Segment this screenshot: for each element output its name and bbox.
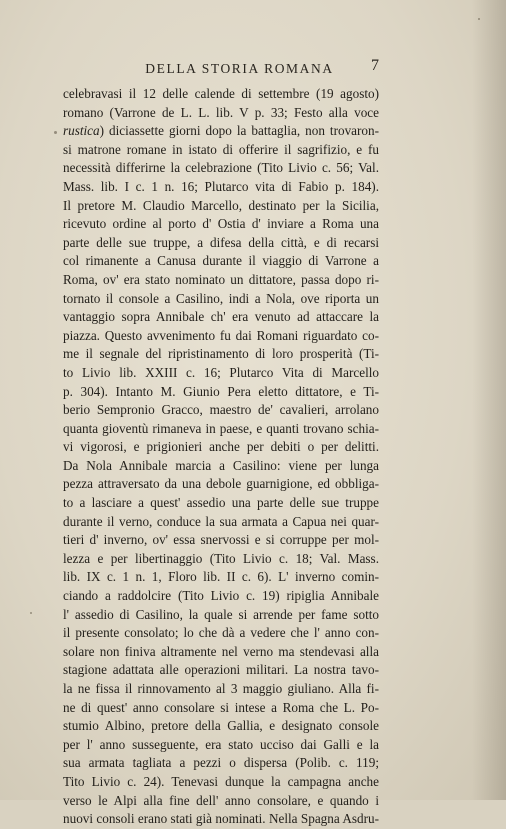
text-segment: stumio Albino, pretore della Gallia, e designato console: [63, 718, 379, 734]
text-segment: berio Sempronio Gracco, maestro de' cavalieri, arrolano: [63, 402, 379, 418]
text-line: [63, 252, 379, 271]
text-line: [63, 122, 379, 141]
text-line: [63, 308, 379, 327]
text-segment: romano (Varrone de L. L. lib. V p. 33; Festo alla voce: [63, 104, 379, 120]
text-line: [63, 810, 379, 829]
text-line: [63, 475, 379, 494]
text-segment: Il pretore M. Claudio Marcello, destinato per la Sicilia,: [63, 197, 379, 213]
text-segment: ciando a raddolcire (Tito Livio c. 19) ripiglia Annibale: [63, 588, 379, 604]
paper-speck: [30, 612, 32, 614]
text-line: [63, 568, 379, 587]
text-segment: lezza e per libertinaggio (Tito Livio c. 18; Val. Mass.: [63, 550, 379, 566]
text-line: [63, 792, 379, 811]
text-segment: to Livio lib. XXIII c. 16; Plutarco Vita di Marcello: [63, 364, 379, 380]
text-line: [63, 773, 379, 792]
text-line: [63, 643, 379, 662]
text-segment: per l' anno susseguente, era stato ucciso dai Galli e la: [63, 736, 379, 752]
text-line: [63, 271, 379, 290]
text-segment: vi vigorosi, e prigionieri anche per debiti o per delitti.: [63, 439, 379, 455]
text-line: [63, 736, 379, 755]
text-segment: nuovi consoli erano stati già nominati. Nella Spagna Asdru-: [63, 811, 379, 827]
text-segment: Roma, ov' era stato nominato un dittatore, passa dopo ri-: [63, 271, 379, 287]
text-line: [63, 345, 379, 364]
text-line: [63, 680, 379, 699]
text-line: [63, 215, 379, 234]
text-line: [63, 197, 379, 216]
text-line: [63, 383, 379, 402]
text-line: [63, 661, 379, 680]
text-line: [63, 457, 379, 476]
text-segment: tornato il console a Casilino, indi a Nola, ove riporta un: [63, 290, 379, 306]
paper-speck: [54, 131, 57, 134]
text-line: [63, 587, 379, 606]
text-segment: la ne fissa il rinnovamento al 3 maggio giuliano. Alla fi-: [63, 681, 379, 696]
text-line: [63, 401, 379, 420]
text-line: [63, 141, 379, 160]
text-segment: ricevuto ordine al porto d' Ostia d' inviare a Roma una: [63, 216, 379, 232]
text-segment: si matrone romane in istato di offerire il sagrifizio, e fu: [63, 141, 379, 157]
text-line: [63, 290, 379, 309]
text-line: [63, 717, 379, 736]
text-segment: ne di quest' anno consolare si intese a Roma che L. Po-: [63, 699, 379, 715]
text-segment: quanta gioventù rimaneva in paese, e quanti trovano schia-: [63, 420, 379, 436]
text-line: [63, 178, 379, 197]
text-segment: Tito Livio c. 24). Tenevasi dunque la campagna anche: [63, 773, 379, 789]
text-line: [63, 159, 379, 178]
text-line: [63, 438, 379, 457]
page-number: 7: [371, 57, 379, 74]
text-segment: piazza. Questo avvenimento fu dai Romani riguardato co-: [63, 327, 379, 343]
text-segment: solare non finiva altramente nel verno ma stendevasi alla: [63, 643, 379, 659]
text-segment: me il segnale del ripristinamento di loro prosperità (Ti-: [63, 346, 379, 362]
text-segment: lib. IX c. 1 n. 1, Floro lib. II c. 6). L' inverno comin-: [63, 569, 379, 585]
text-line: [63, 531, 379, 550]
text-segment: parte delle sue truppe, a difesa della città, e di recarsi: [63, 234, 379, 250]
text-segment: necessità differirne la celebrazione (Tito Livio c. 56; Val.: [63, 160, 379, 176]
text-segment: to a lasciare a quest' assedio una parte delle sue truppe: [63, 495, 379, 511]
text-line: [63, 624, 379, 643]
text-line: [63, 754, 379, 773]
text-segment: tieri d' inverno, ov' essa snervossi e si corruppe per mol-: [63, 532, 379, 548]
text-line: [63, 104, 379, 123]
text-segment: sua armata tagliata a pezzi o dispersa (Polib. c. 119;: [63, 755, 379, 771]
text-line: [63, 606, 379, 625]
text-segment: durante il verno, conduce la sua armata a Capua nei quar-: [63, 513, 379, 529]
text-segment: il presente consolato; lo che dà a vedere che l' anno con-: [63, 625, 379, 641]
text-segment: Da Nola Annibale marcia a Casilino: viene per lunga: [63, 457, 379, 473]
text-segment: stagione adattata alle operazioni militari. La nostra tavo-: [63, 662, 379, 678]
text-line: [63, 699, 379, 718]
text-line: [63, 327, 379, 346]
text-line: [63, 364, 379, 383]
text-line: [63, 550, 379, 569]
body-text: [63, 85, 379, 829]
text-segment: celebravasi il 12 delle calende di settembre (19 agosto): [63, 86, 379, 101]
paper-speck: [478, 18, 480, 20]
text-segment: l' assedio di Casilino, la quale si arrende per fame sotto: [63, 606, 379, 622]
text-segment: col rimanente a Canusa durante il viaggio di Varrone a: [63, 253, 379, 269]
text-line: [63, 513, 379, 532]
text-segment: ) diciassette giorni dopo la battaglia, non trovaron-: [99, 123, 379, 139]
text-line: [63, 494, 379, 513]
text-segment: p. 304). Intanto M. Giunio Pera eletto dittatore, e Ti-: [63, 383, 379, 399]
text-line: [63, 420, 379, 439]
text-segment: verso le Alpi alla fine dell' anno consolare, e quando i: [63, 792, 379, 808]
text-segment: Mass. lib. I c. 1 n. 16; Plutarco vita di Fabio p. 184).: [63, 178, 379, 194]
text-segment: vantaggio sopra Annibale ch' era venuto ad attaccare la: [63, 309, 379, 325]
text-segment: pezza attraversato da una debole guarnigione, ed obbliga-: [63, 476, 379, 492]
text-line: [63, 85, 379, 104]
text-line: [63, 234, 379, 253]
running-header: DELLA STORIA ROMANA: [145, 61, 334, 76]
italic-term: rustica: [63, 123, 100, 139]
